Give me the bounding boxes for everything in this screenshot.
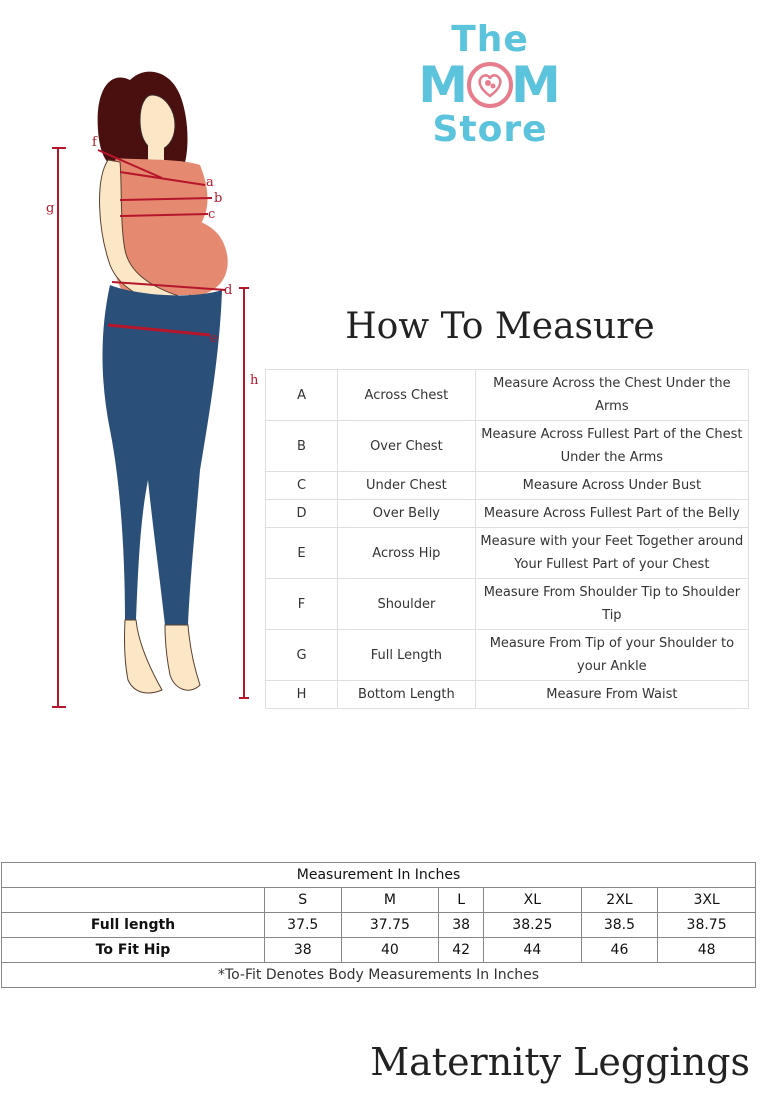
table-row [266, 528, 749, 579]
row-label: Full length [2, 913, 265, 938]
logo-store: Store [432, 109, 548, 150]
measure-desc: Measure Across Fullest Part of the Belly [475, 500, 748, 528]
size-chart-note: *To-Fit Denotes Body Measurements In Inches [2, 963, 756, 988]
measure-name: Over Belly [338, 500, 476, 528]
measure-code: F [266, 579, 338, 630]
measure-name: Full Length [338, 630, 476, 681]
measure-desc: Measure From Tip of your Shoulder to your Ankle [475, 630, 748, 681]
size-value: 44 [483, 938, 581, 963]
table-row [266, 630, 749, 681]
measure-code: D [266, 500, 338, 528]
measure-code: B [266, 421, 338, 472]
size-header: 3XL [658, 888, 756, 913]
size-chart-table [1, 862, 756, 988]
brand-logo [410, 19, 570, 150]
product-title: Maternity Leggings [370, 1040, 750, 1084]
size-value: 38.25 [483, 913, 581, 938]
measure-desc: Measure From Waist [475, 681, 748, 709]
table-row [266, 681, 749, 709]
logo-m-left: M [418, 56, 469, 114]
logo-m-right: M [511, 56, 562, 114]
size-chart-title-row [2, 863, 756, 888]
measure-name: Over Chest [338, 421, 476, 472]
measure-code: C [266, 472, 338, 500]
measure-desc: Measure From Shoulder Tip to Shoulder Tip [475, 579, 748, 630]
logo-mom [410, 58, 570, 112]
size-header: 2XL [581, 888, 658, 913]
measure-code: A [266, 370, 338, 421]
measure-name: Across Chest [338, 370, 476, 421]
how-to-measure-title: How To Measure [345, 306, 655, 347]
size-header-row [2, 888, 756, 913]
measure-code: E [266, 528, 338, 579]
measure-code: H [266, 681, 338, 709]
how-to-measure-table [265, 369, 749, 709]
table-row [266, 421, 749, 472]
size-header: M [341, 888, 439, 913]
measure-name: Across Hip [338, 528, 476, 579]
leg-left [124, 620, 162, 693]
label-c: c [208, 207, 216, 222]
size-value: 46 [581, 938, 658, 963]
table-row [266, 370, 749, 421]
empty-header-cell [2, 888, 265, 913]
pregnant-woman-illustration [40, 50, 280, 720]
size-value: 38 [439, 913, 484, 938]
size-value: 38 [265, 938, 342, 963]
label-d: d [224, 283, 233, 298]
size-header: S [265, 888, 342, 913]
table-row [2, 938, 756, 963]
measure-desc: Measure Across Fullest Part of the Chest Under the Arms [475, 421, 748, 472]
label-e: e [210, 331, 218, 346]
leg-right [165, 625, 200, 690]
table-row [266, 500, 749, 528]
heart-icon [467, 62, 513, 108]
size-value: 48 [658, 938, 756, 963]
size-value: 40 [341, 938, 439, 963]
label-h: h [250, 373, 259, 388]
size-value: 37.5 [265, 913, 342, 938]
label-f: f [92, 135, 97, 150]
size-value: 38.75 [658, 913, 756, 938]
jeans [103, 285, 223, 625]
size-chart-title: Measurement In Inches [2, 863, 756, 888]
measure-name: Under Chest [338, 472, 476, 500]
table-row [266, 472, 749, 500]
measure-code: G [266, 630, 338, 681]
label-a: a [206, 175, 214, 190]
size-header: L [439, 888, 484, 913]
size-header: XL [483, 888, 581, 913]
measure-desc: Measure with your Feet Together around Your Fullest Part of your Chest [475, 528, 748, 579]
table-row [266, 579, 749, 630]
label-b: b [214, 191, 223, 206]
size-value: 38.5 [581, 913, 658, 938]
logo-the: The [451, 19, 529, 60]
measure-desc: Measure Across Under Bust [475, 472, 748, 500]
measure-name: Bottom Length [338, 681, 476, 709]
size-chart-note-row [2, 963, 756, 988]
measure-name: Shoulder [338, 579, 476, 630]
measurement-figure [40, 50, 280, 720]
label-g: g [46, 201, 55, 216]
size-value: 42 [439, 938, 484, 963]
size-value: 37.75 [341, 913, 439, 938]
table-row [2, 913, 756, 938]
measure-desc: Measure Across the Chest Under the Arms [475, 370, 748, 421]
row-label: To Fit Hip [2, 938, 265, 963]
